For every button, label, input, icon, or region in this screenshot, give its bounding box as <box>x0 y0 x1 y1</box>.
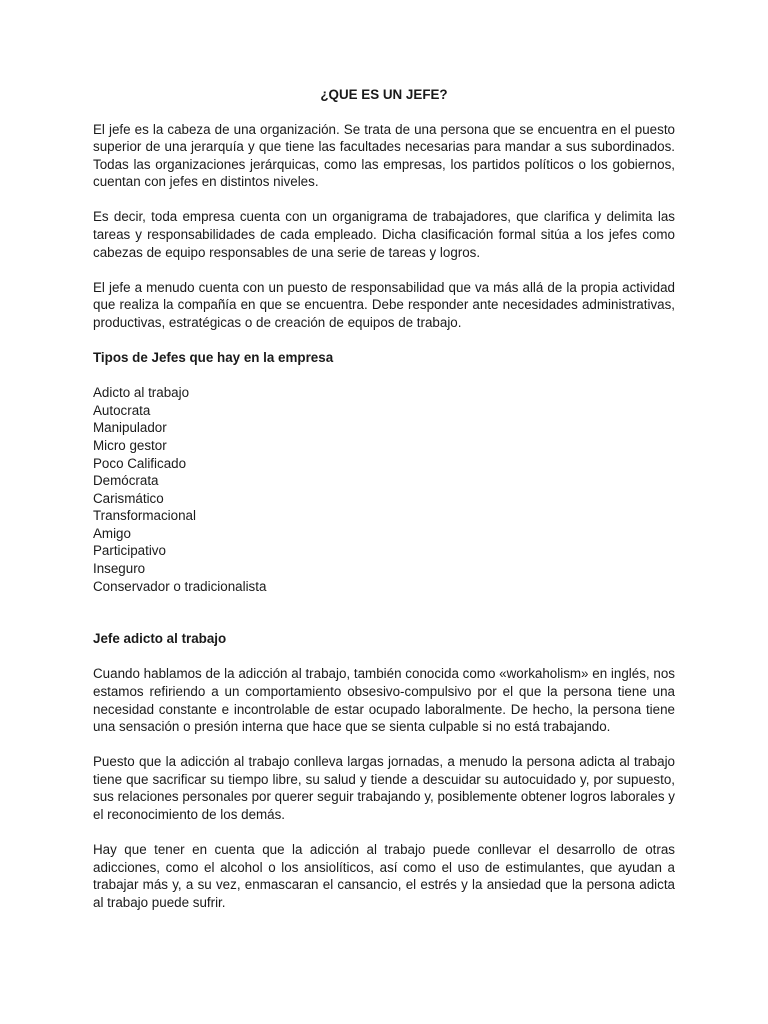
intro-paragraph-2: Es decir, toda empresa cuenta con un organigrama de trabajadores, que clarifica y delimita las tareas y responsabilidades de cada empleado. Dicha clasificación formal sitúa a los jefes como cabezas de equipo responsables de una serie de tareas y logros. <box>93 209 675 260</box>
list-item: Amigo <box>93 525 131 541</box>
list-item: Adicto al trabajo <box>93 385 190 401</box>
section-heading: Jefe adicto al trabajo <box>93 631 227 647</box>
list-item: Carismático <box>93 490 164 506</box>
document-page <box>93 86 675 929</box>
section-spacer <box>93 595 675 630</box>
list-item: Inseguro <box>93 561 146 577</box>
types-list <box>93 384 675 595</box>
intro-paragraph-3: El jefe a menudo cuenta con un puesto de responsabilidad que va más allá de la propia actividad que realiza la compañía en que se encuentra. Debe responder ante necesidades administrativas, productivas, estratégicas o de creación de equipos de trabajo. <box>93 279 675 330</box>
intro-paragraph-1: El jefe es la cabeza de una organización. Se trata de una persona que se encuentra en el puesto superior de una jerarquía y que tiene las facultades necesarias para mandar a sus subordinados. Todas las organizaciones jerárquicas, como las empresas, los partidos políticos o los gobiernos, cuentan con jefes en distintos niveles. <box>93 121 675 190</box>
list-item: Micro gestor <box>93 437 167 453</box>
section-paragraph-3: Hay que tener en cuenta que la adicción al trabajo puede conllevar el desarrollo de otras adicciones, como el alcohol o los ansiolíticos, así como el uso de estimulantes, que ayudan a trabajar más y, a su vez, enmascaran el cansancio, el estrés y la ansiedad que la persona adicta al trabajo puede sufrir. <box>93 842 675 910</box>
list-item: Demócrata <box>93 473 159 489</box>
document-title: ¿QUE ES UN JEFE? <box>320 87 448 102</box>
list-item: Poco Calificado <box>93 455 187 471</box>
list-item: Transformacional <box>93 508 196 524</box>
section-paragraph-2: Puesto que la adicción al trabajo conlleva largas jornadas, a menudo la persona adicta al trabajo tiene que sacrificar su tiempo libre, su salud y tiende a descuidar su autocuidado y, por supuesto, sus relaciones personales por querer seguir trabajando y, posiblemente obtener logros laborales y el reconocimiento de los demás. <box>93 754 675 822</box>
list-item: Participativo <box>93 543 166 559</box>
list-item: Conservador o tradicionalista <box>93 578 267 594</box>
types-heading: Tipos de Jefes que hay en la empresa <box>93 350 334 366</box>
section-paragraph-1: Cuando hablamos de la adicción al trabajo, también conocida como «workaholism» en inglés, nos estamos refiriendo a un comportamiento obsesivo-compulsivo por el que la persona tiene una necesidad constante e incontrolable de estar ocupado laboralmente. De hecho, la persona tiene una sensación o presión interna que hace que se sienta culpable si no está trabajando. <box>93 666 675 735</box>
list-item: Manipulador <box>93 420 167 436</box>
list-item: Autocrata <box>93 402 151 418</box>
